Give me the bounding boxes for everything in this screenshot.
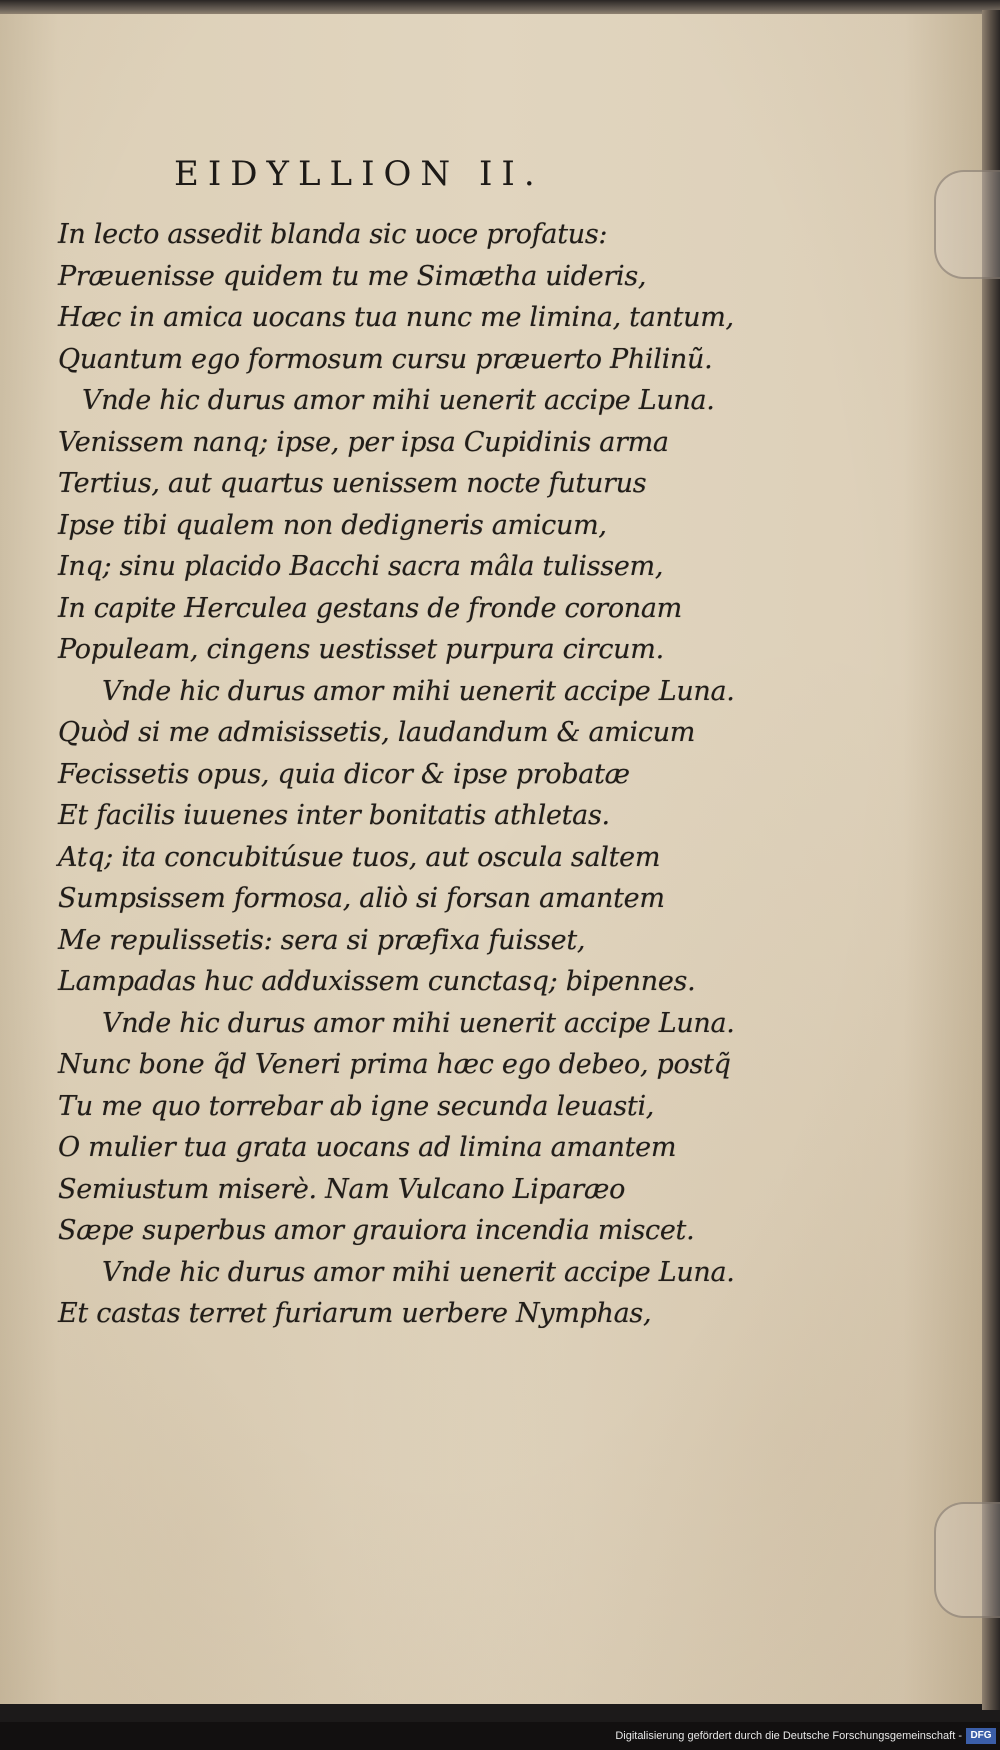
verse-line: In capite Herculea gestans de fronde coronam: [58, 592, 682, 624]
verse-line: O mulier tua grata uocans ad limina amantem: [58, 1132, 677, 1163]
digitization-credit: Digitalisierung gefördert durch die Deutsche Forschungsgemeinschaft -: [615, 1730, 962, 1742]
refrain-line: Vnde hic durus amor mihi uenerit accipe Luna.: [82, 385, 715, 416]
verse-line: Atq; ita concubitúsue tuos, aut oscula saltem: [58, 841, 661, 873]
verse-line: Semiustum miserè. Nam Vulcano Liparæo: [58, 1173, 626, 1205]
running-head: EIDYLLION II.: [174, 154, 544, 194]
verse-line: Præuenisse quidem tu me Simætha uideris,: [58, 260, 647, 292]
verse-line: Inq; sinu placido Bacchi sacra mâla tulissem,: [58, 551, 664, 582]
verse-line: Et castas terret furiarum uerbere Nymphas,: [58, 1298, 652, 1329]
verse-line: In lecto assedit blanda sic uoce profatus:: [58, 219, 608, 250]
refrain-line: Vnde hic durus amor mihi uenerit accipe Luna.: [102, 1256, 735, 1288]
verse-line: Fecissetis opus, quia dicor & ipse probatæ: [58, 758, 630, 790]
dfg-logo: DFG: [966, 1728, 996, 1744]
verse-line: Sæpe superbus amor grauiora incendia miscet.: [58, 1215, 695, 1246]
verse-line: Quòd si me admisissetis, laudandum & amicum: [58, 717, 696, 748]
refrain-line: Vnde hic durus amor mihi uenerit accipe Luna.: [102, 1007, 735, 1039]
verse-line: Tertius, aut quartus uenissem nocte futurus: [58, 468, 647, 499]
verse-line: Ipse tibi qualem non dedigneris amicum,: [58, 509, 607, 541]
refrain-line: Vnde hic durus amor mihi uenerit accipe Luna.: [102, 675, 735, 707]
verse-line: Hæc in amica uocans tua nunc me limina, tantum,: [58, 302, 734, 333]
scan-clip-bottom: [934, 1502, 1000, 1618]
verse-line: Tu me quo torrebar ab igne secunda leuasti,: [58, 1090, 655, 1122]
verse-line: Quantum ego formosum cursu præuerto Philinũ.: [58, 343, 713, 375]
verse-line: Me repulissetis: sera si præfixa fuisset,: [58, 924, 586, 956]
verse-line: Lampadas huc adduxissem cunctasq; bipennes.: [58, 966, 696, 997]
verse-line: Venissem nanq; ipse, per ipsa Cupidinis arma: [58, 426, 669, 458]
verse-line: Populeam, cingens uestisset purpura circum.: [58, 634, 664, 665]
scan-clip-top: [934, 170, 1000, 279]
verse-text: [58, 214, 735, 1335]
verse-line: Nunc bone q̃d Veneri prima hæc ego debeo, postq̃: [58, 1049, 731, 1080]
verse-line: Sumpsissem formosa, aliò si forsan amantem: [58, 883, 665, 914]
book-page: [0, 14, 985, 1704]
verse-line: Et facilis iuuenes inter bonitatis athletas.: [58, 800, 610, 831]
